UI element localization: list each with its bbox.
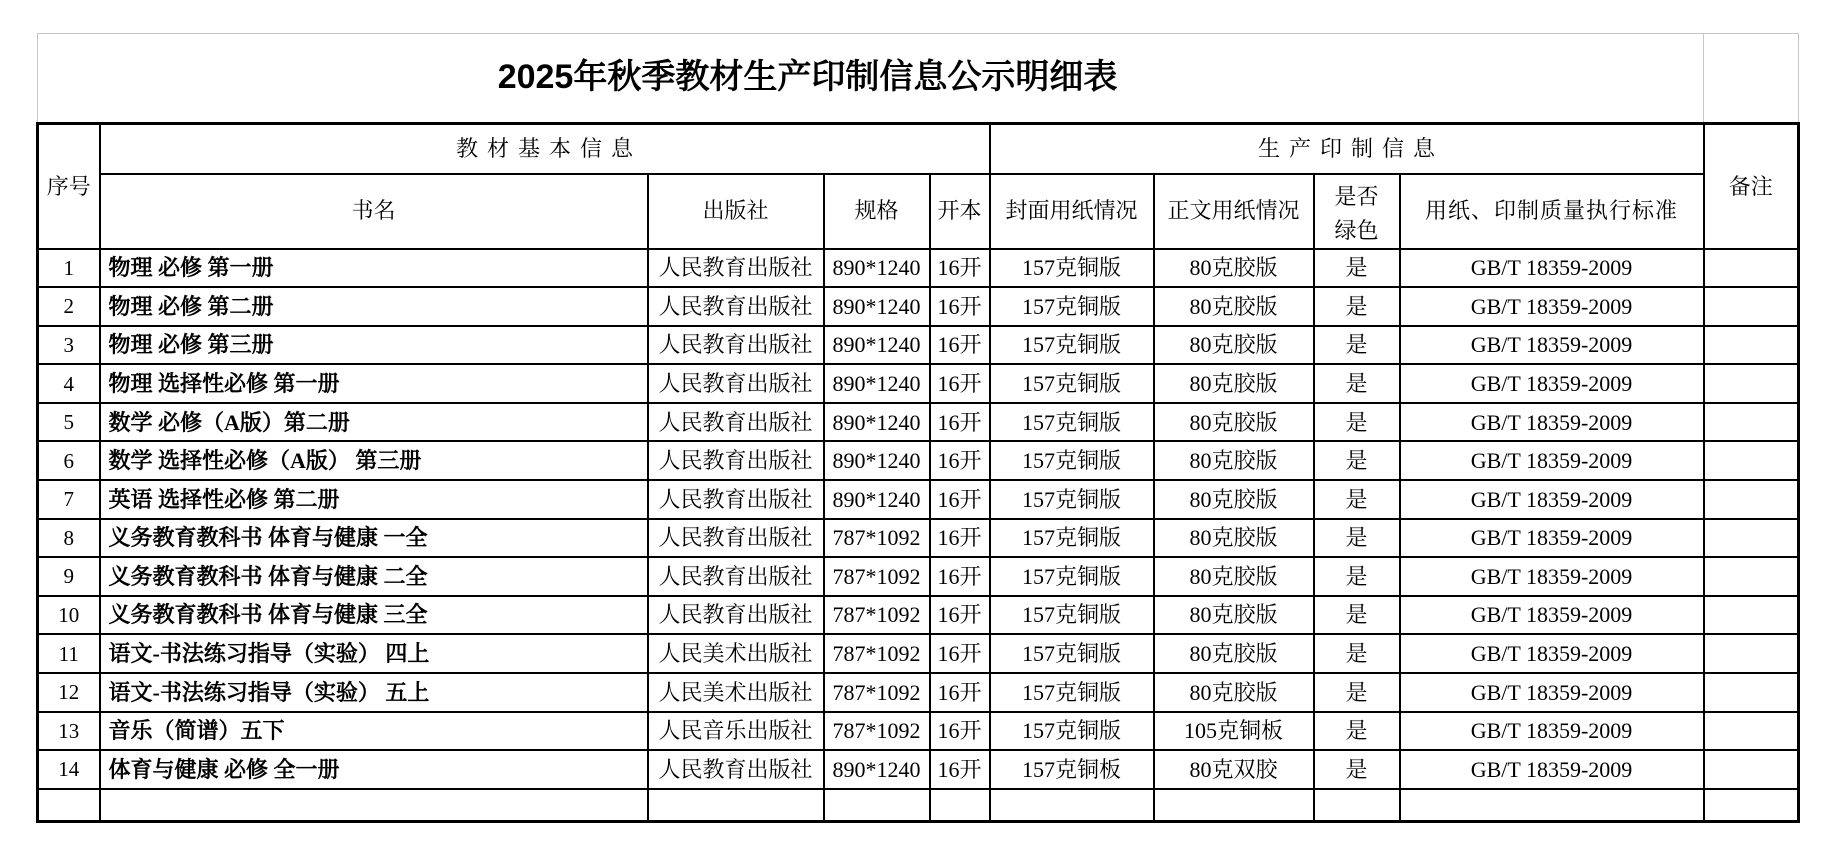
cell-remark (1704, 789, 1799, 822)
table-row (38, 364, 1799, 403)
table-row (38, 326, 1799, 365)
table-row (38, 249, 1799, 288)
cell-format: 16开 (930, 519, 990, 558)
cell-standard: GB/T 18359-2009 (1400, 249, 1704, 288)
cell-serial: 10 (38, 596, 100, 635)
table-row (38, 480, 1799, 519)
cell-cover-paper: 157克铜版 (990, 673, 1154, 712)
cell-format (930, 789, 990, 822)
header-row-columns (38, 174, 1799, 249)
cell-spec: 890*1240 (824, 403, 930, 442)
cell-book-name (100, 789, 648, 822)
cell-green: 是 (1314, 364, 1400, 403)
cell-format: 16开 (930, 712, 990, 751)
cell-body-paper: 80克胶版 (1154, 557, 1314, 596)
cell-body-paper: 80克胶版 (1154, 326, 1314, 365)
cell-serial: 7 (38, 480, 100, 519)
cell-standard: GB/T 18359-2009 (1400, 519, 1704, 558)
cell-serial: 12 (38, 673, 100, 712)
cell-spec: 787*1092 (824, 673, 930, 712)
cell-body-paper: 80克胶版 (1154, 403, 1314, 442)
cell-format: 16开 (930, 441, 990, 480)
col-header-standard: 用纸、印制质量执行标准 (1400, 174, 1704, 249)
cell-spec: 890*1240 (824, 441, 930, 480)
cell-serial: 3 (38, 326, 100, 365)
cell-remark (1704, 712, 1799, 751)
cell-cover-paper: 157克铜版 (990, 441, 1154, 480)
cell-remark (1704, 673, 1799, 712)
cell-spec: 890*1240 (824, 364, 930, 403)
cell-serial: 2 (38, 287, 100, 326)
col-header-body-paper: 正文用纸情况 (1154, 174, 1314, 249)
cell-format: 16开 (930, 634, 990, 673)
cell-book-name: 音乐（简谱）五下 (100, 712, 648, 751)
cell-publisher: 人民教育出版社 (648, 480, 824, 519)
cell-green: 是 (1314, 326, 1400, 365)
cell-serial (38, 789, 100, 822)
cell-publisher: 人民美术出版社 (648, 673, 824, 712)
cell-standard: GB/T 18359-2009 (1400, 287, 1704, 326)
cell-body-paper: 80克胶版 (1154, 441, 1314, 480)
cell-book-name: 语文-书法练习指导（实验） 四上 (100, 634, 648, 673)
cell-standard: GB/T 18359-2009 (1400, 480, 1704, 519)
cell-standard: GB/T 18359-2009 (1400, 673, 1704, 712)
cell-green (1314, 789, 1400, 822)
cell-format: 16开 (930, 364, 990, 403)
cell-body-paper (1154, 789, 1314, 822)
cell-standard: GB/T 18359-2009 (1400, 596, 1704, 635)
cell-book-name: 数学 必修（A版）第二册 (100, 403, 648, 442)
table-row (38, 596, 1799, 635)
cell-remark (1704, 287, 1799, 326)
cell-cover-paper: 157克铜版 (990, 287, 1154, 326)
cell-serial: 13 (38, 712, 100, 751)
cell-spec: 890*1240 (824, 326, 930, 365)
cell-book-name: 物理 必修 第二册 (100, 287, 648, 326)
cell-remark (1704, 750, 1799, 789)
cell-serial: 4 (38, 364, 100, 403)
empty-row (38, 789, 1799, 822)
cell-format: 16开 (930, 287, 990, 326)
cell-spec (824, 789, 930, 822)
cell-standard: GB/T 18359-2009 (1400, 441, 1704, 480)
cell-standard: GB/T 18359-2009 (1400, 557, 1704, 596)
cell-cover-paper: 157克铜版 (990, 519, 1154, 558)
col-header-green (1314, 174, 1400, 249)
cell-publisher: 人民教育出版社 (648, 750, 824, 789)
cell-green: 是 (1314, 441, 1400, 480)
cell-green: 是 (1314, 750, 1400, 789)
cell-body-paper: 80克胶版 (1154, 596, 1314, 635)
col-header-remarks: 备注 (1704, 124, 1799, 249)
cell-publisher: 人民教育出版社 (648, 596, 824, 635)
col-header-book-name: 书名 (100, 174, 648, 249)
page-title: 2025年秋季教材生产印制信息公示明细表 (38, 34, 1704, 124)
cell-publisher: 人民教育出版社 (648, 403, 824, 442)
cell-body-paper: 80克双胶 (1154, 750, 1314, 789)
cell-green: 是 (1314, 673, 1400, 712)
cell-body-paper: 105克铜板 (1154, 712, 1314, 751)
cell-format: 16开 (930, 750, 990, 789)
cell-spec: 890*1240 (824, 750, 930, 789)
cell-publisher: 人民教育出版社 (648, 441, 824, 480)
cell-spec: 890*1240 (824, 480, 930, 519)
cell-serial: 11 (38, 634, 100, 673)
col-header-spec: 规格 (824, 174, 930, 249)
table-row (38, 712, 1799, 751)
cell-book-name: 义务教育教科书 体育与健康 一全 (100, 519, 648, 558)
table-row (38, 519, 1799, 558)
cell-spec: 787*1092 (824, 712, 930, 751)
cell-green: 是 (1314, 634, 1400, 673)
table-row (38, 441, 1799, 480)
cell-cover-paper: 157克铜版 (990, 480, 1154, 519)
cell-green: 是 (1314, 519, 1400, 558)
cell-remark (1704, 480, 1799, 519)
cell-format: 16开 (930, 403, 990, 442)
cell-spec: 787*1092 (824, 634, 930, 673)
cell-serial: 14 (38, 750, 100, 789)
cell-book-name: 物理 必修 第一册 (100, 249, 648, 288)
cell-serial: 1 (38, 249, 100, 288)
title-row (38, 34, 1799, 124)
cell-serial: 5 (38, 403, 100, 442)
cell-spec: 787*1092 (824, 519, 930, 558)
cell-standard: GB/T 18359-2009 (1400, 750, 1704, 789)
col-header-green-line1: 是否 (1334, 183, 1379, 209)
cell-book-name: 物理 选择性必修 第一册 (100, 364, 648, 403)
title-corner-cell (1704, 34, 1799, 124)
cell-body-paper: 80克胶版 (1154, 634, 1314, 673)
col-header-format: 开本 (930, 174, 990, 249)
cell-format: 16开 (930, 480, 990, 519)
cell-standard (1400, 789, 1704, 822)
cell-book-name: 英语 选择性必修 第二册 (100, 480, 648, 519)
cell-spec: 890*1240 (824, 287, 930, 326)
cell-book-name: 数学 选择性必修（A版） 第三册 (100, 441, 648, 480)
cell-remark (1704, 326, 1799, 365)
cell-green: 是 (1314, 287, 1400, 326)
cell-format: 16开 (930, 596, 990, 635)
cell-publisher: 人民美术出版社 (648, 634, 824, 673)
group-header-production-info: 生产印制信息 (990, 124, 1704, 174)
cell-standard: GB/T 18359-2009 (1400, 326, 1704, 365)
cell-serial: 9 (38, 557, 100, 596)
cell-remark (1704, 634, 1799, 673)
table-body (38, 249, 1799, 822)
cell-format: 16开 (930, 557, 990, 596)
cell-remark (1704, 364, 1799, 403)
cell-spec: 787*1092 (824, 596, 930, 635)
table-row (38, 634, 1799, 673)
cell-cover-paper: 157克铜板 (990, 750, 1154, 789)
cell-green: 是 (1314, 596, 1400, 635)
cell-book-name: 体育与健康 必修 全一册 (100, 750, 648, 789)
header-row-groups (38, 124, 1799, 174)
cell-green: 是 (1314, 249, 1400, 288)
cell-remark (1704, 403, 1799, 442)
cell-cover-paper: 157克铜版 (990, 403, 1154, 442)
cell-publisher: 人民教育出版社 (648, 557, 824, 596)
disclosure-table (36, 33, 1800, 823)
cell-spec: 890*1240 (824, 249, 930, 288)
cell-green: 是 (1314, 480, 1400, 519)
col-header-serial: 序号 (38, 124, 100, 249)
cell-publisher: 人民音乐出版社 (648, 712, 824, 751)
cell-standard: GB/T 18359-2009 (1400, 712, 1704, 751)
cell-green: 是 (1314, 712, 1400, 751)
cell-green: 是 (1314, 403, 1400, 442)
col-header-publisher: 出版社 (648, 174, 824, 249)
cell-body-paper: 80克胶版 (1154, 249, 1314, 288)
cell-cover-paper: 157克铜版 (990, 634, 1154, 673)
cell-green: 是 (1314, 557, 1400, 596)
cell-cover-paper: 157克铜版 (990, 596, 1154, 635)
cell-cover-paper: 157克铜版 (990, 557, 1154, 596)
col-header-green-line2: 绿色 (1334, 217, 1379, 243)
cell-publisher (648, 789, 824, 822)
cell-cover-paper: 157克铜版 (990, 712, 1154, 751)
cell-publisher: 人民教育出版社 (648, 249, 824, 288)
cell-serial: 8 (38, 519, 100, 558)
cell-body-paper: 80克胶版 (1154, 364, 1314, 403)
table-row (38, 557, 1799, 596)
cell-publisher: 人民教育出版社 (648, 364, 824, 403)
cell-standard: GB/T 18359-2009 (1400, 364, 1704, 403)
cell-remark (1704, 249, 1799, 288)
table-row (38, 287, 1799, 326)
cell-spec: 787*1092 (824, 557, 930, 596)
cell-body-paper: 80克胶版 (1154, 673, 1314, 712)
cell-book-name: 物理 必修 第三册 (100, 326, 648, 365)
cell-book-name: 义务教育教科书 体育与健康 三全 (100, 596, 648, 635)
cell-cover-paper: 157克铜版 (990, 326, 1154, 365)
cell-publisher: 人民教育出版社 (648, 519, 824, 558)
cell-format: 16开 (930, 326, 990, 365)
cell-format: 16开 (930, 673, 990, 712)
cell-remark (1704, 519, 1799, 558)
cell-standard: GB/T 18359-2009 (1400, 403, 1704, 442)
cell-format: 16开 (930, 249, 990, 288)
table-row (38, 673, 1799, 712)
cell-publisher: 人民教育出版社 (648, 287, 824, 326)
table-row (38, 403, 1799, 442)
cell-book-name: 语文-书法练习指导（实验） 五上 (100, 673, 648, 712)
cell-book-name: 义务教育教科书 体育与健康 二全 (100, 557, 648, 596)
cell-cover-paper: 157克铜版 (990, 249, 1154, 288)
table-row (38, 750, 1799, 789)
cell-remark (1704, 441, 1799, 480)
cell-cover-paper: 157克铜版 (990, 364, 1154, 403)
cell-body-paper: 80克胶版 (1154, 519, 1314, 558)
cell-publisher: 人民教育出版社 (648, 326, 824, 365)
cell-body-paper: 80克胶版 (1154, 480, 1314, 519)
group-header-basic-info: 教材基本信息 (100, 124, 990, 174)
cell-cover-paper (990, 789, 1154, 822)
cell-serial: 6 (38, 441, 100, 480)
cell-remark (1704, 557, 1799, 596)
col-header-cover-paper: 封面用纸情况 (990, 174, 1154, 249)
cell-body-paper: 80克胶版 (1154, 287, 1314, 326)
cell-standard: GB/T 18359-2009 (1400, 634, 1704, 673)
cell-remark (1704, 596, 1799, 635)
